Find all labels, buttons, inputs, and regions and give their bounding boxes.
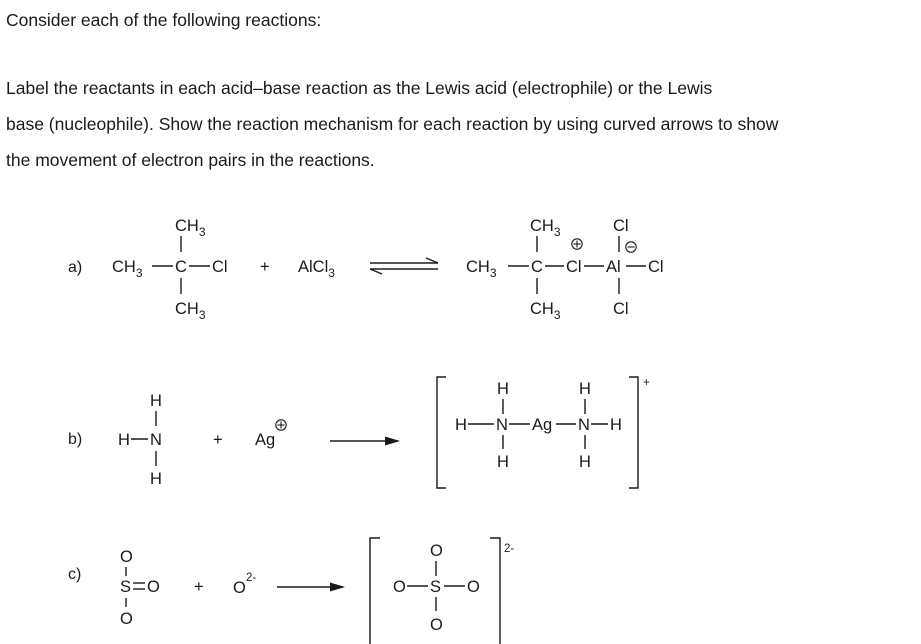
h-right: H bbox=[610, 416, 622, 434]
reaction-c-label: c) bbox=[68, 566, 82, 583]
aluminum-chloride: AlCl$_3$ bbox=[298, 258, 335, 280]
h-bottom-right: H bbox=[579, 453, 591, 471]
lewis-adduct-a bbox=[466, 217, 664, 322]
product-aluminum: Al bbox=[606, 258, 621, 276]
reaction-c bbox=[68, 538, 514, 644]
sulfur-trioxide bbox=[120, 548, 160, 628]
intro-text: Consider each of the following reactions: bbox=[6, 10, 322, 30]
negative-charge-icon bbox=[626, 242, 636, 252]
left-bracket bbox=[437, 377, 446, 488]
complex-charge: + bbox=[643, 377, 650, 389]
instruction-line-1: Label the reactants in each acid–base reaction as the Lewis acid (electrophile) or the Lewis bbox=[6, 78, 713, 98]
product-chlorine-bottom: Cl bbox=[613, 300, 629, 318]
product-methyl-top: $CH_3$ bbox=[530, 217, 561, 239]
oxygen-bottom: O bbox=[120, 610, 133, 628]
left-bracket bbox=[370, 538, 380, 644]
positive-charge-icon bbox=[572, 239, 582, 249]
o-left: O bbox=[393, 578, 406, 596]
forward-arrow bbox=[277, 583, 345, 592]
product-carbon: C bbox=[531, 258, 543, 276]
product-chlorine-top: Cl bbox=[613, 217, 629, 235]
sulfur: S bbox=[120, 578, 132, 596]
o-top: O bbox=[430, 542, 443, 560]
instruction-line-2: base (nucleophile). Show the reaction mechanism for each reaction by using curved arrows to show bbox=[6, 114, 779, 134]
reaction-b-label: b) bbox=[68, 431, 83, 448]
reaction-a-label: a) bbox=[68, 259, 83, 276]
hydrogen-bottom: H bbox=[150, 470, 162, 488]
h-left: H bbox=[455, 416, 467, 434]
ammonia bbox=[118, 392, 162, 488]
s-center: S bbox=[430, 578, 442, 596]
central-carbon: C bbox=[175, 258, 187, 276]
product-bridge-chlorine: Cl bbox=[566, 258, 582, 276]
nitrogen: N bbox=[150, 431, 162, 449]
plus-sign: + bbox=[194, 578, 204, 596]
h-top-right: H bbox=[579, 380, 591, 398]
methyl-top: $CH_3$ bbox=[175, 217, 206, 239]
instruction-line-3: the movement of electron pairs in the reactions. bbox=[6, 150, 375, 170]
n-left: N bbox=[496, 416, 508, 434]
product-methyl-left: $CH_3$ bbox=[466, 258, 497, 280]
o-bottom: O bbox=[430, 616, 443, 634]
plus-sign: + bbox=[260, 258, 270, 276]
product-chlorine-right: Cl bbox=[648, 258, 664, 276]
sulfate-charge: 2- bbox=[504, 543, 515, 555]
plus-sign: + bbox=[213, 431, 223, 449]
methyl-left: $CH_3$ bbox=[112, 258, 143, 280]
hydrogen-left: H bbox=[118, 431, 130, 449]
h-bottom-left: H bbox=[497, 453, 509, 471]
silver-center: Ag bbox=[532, 416, 553, 434]
o-right: O bbox=[467, 578, 480, 596]
oxide-charge: 2- bbox=[246, 572, 257, 584]
product-methyl-bottom: $CH_3$ bbox=[530, 300, 561, 322]
oxygen-top: O bbox=[120, 548, 133, 566]
h-top-left: H bbox=[497, 380, 509, 398]
chlorine: Cl bbox=[212, 258, 228, 276]
silver-ion: Ag bbox=[255, 431, 276, 449]
oxygen-right: O bbox=[147, 578, 160, 596]
sulfate-ion bbox=[370, 538, 514, 644]
methyl-bottom: $CH_3$ bbox=[175, 300, 206, 322]
right-bracket bbox=[629, 377, 638, 488]
reaction-a bbox=[68, 217, 664, 322]
silver-diammine-complex bbox=[437, 377, 650, 488]
positive-charge-icon bbox=[276, 420, 286, 430]
equilibrium-arrow bbox=[370, 258, 438, 274]
reaction-b bbox=[68, 377, 650, 488]
n-right: N bbox=[578, 416, 590, 434]
oxide-ion: O bbox=[233, 579, 246, 597]
hydrogen-top: H bbox=[150, 392, 162, 410]
forward-arrow bbox=[330, 437, 400, 446]
tert-butyl-chloride bbox=[112, 217, 228, 322]
right-bracket bbox=[490, 538, 500, 644]
